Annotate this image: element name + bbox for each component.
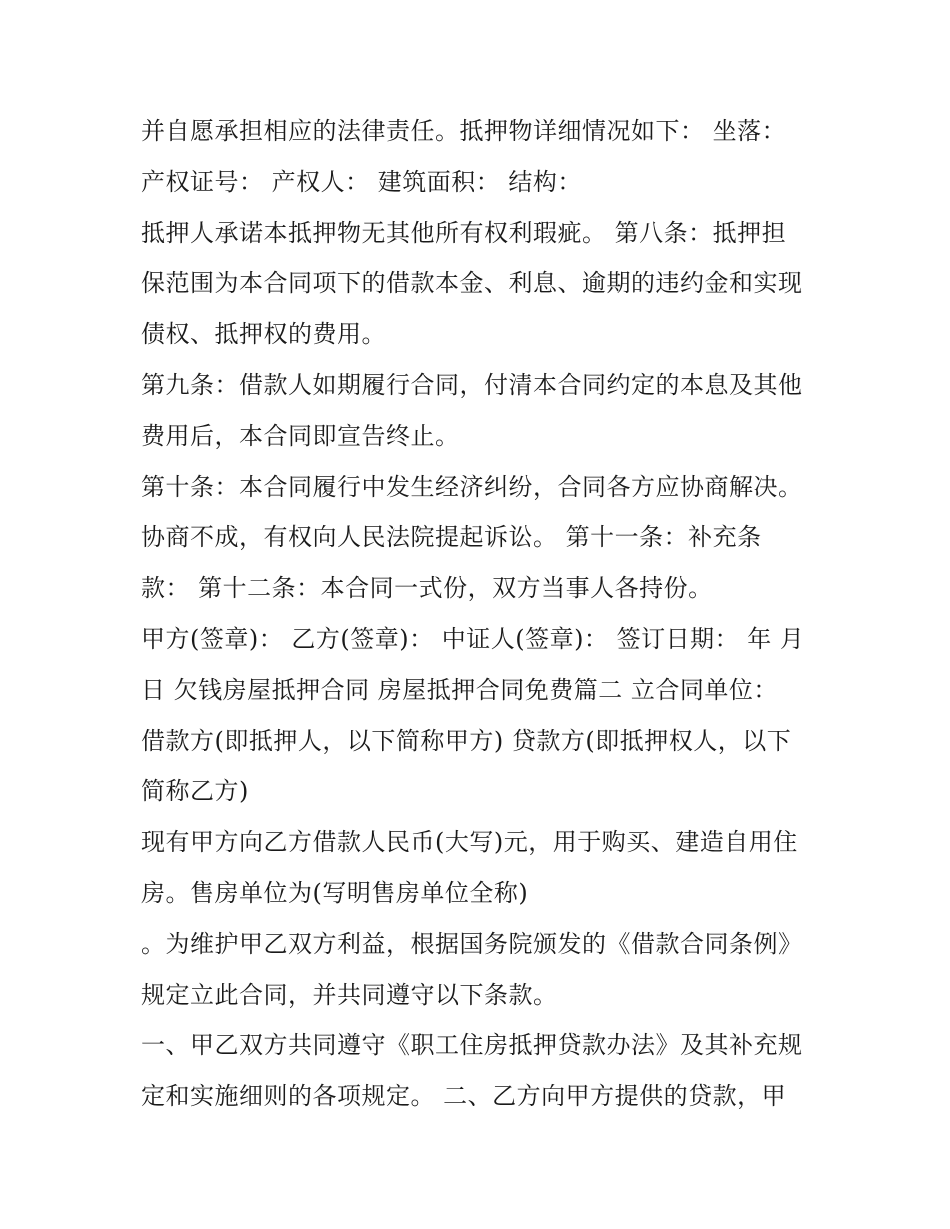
text-line: 债权、抵押权的费用。 [141, 320, 386, 349]
text-line: 一、甲乙双方共同遵守《职工住房抵押贷款办法》及其补充规 [141, 1031, 803, 1060]
text-line: 产权证号： 产权人： 建筑面积： 结构： [141, 167, 582, 196]
text-line: 规定立此合同，并共同遵守以下条款。 [141, 980, 558, 1009]
contract-text-body [141, 106, 831, 1122]
text-line: 保范围为本合同项下的借款本金、利息、逾期的违约金和实现 [141, 269, 803, 298]
text-line: 抵押人承诺本抵押物无其他所有权利瑕疵。 第八条：抵押担 [141, 218, 787, 247]
text-line: 第九条：借款人如期履行合同，付清本合同约定的本息及其他 [141, 370, 803, 399]
text-line: 借款方(即抵押人，以下简称甲方) 贷款方(即抵押权人，以下 [141, 726, 792, 755]
text-line: 第十条：本合同履行中发生经济纠纷，合同各方应协商解决。 [141, 472, 803, 501]
text-line: 费用后，本合同即宣告终止。 [141, 421, 460, 450]
text-line: 现有甲方向乙方借款人民币(大写)元，用于购买、建造自用住 [141, 828, 798, 857]
text-line: 并自愿承担相应的法律责任。抵押物详细情况如下： 坐落： [141, 117, 787, 145]
text-line: 甲方(签章)： 乙方(签章)： 中证人(签章)： 签订日期： 年 月 [141, 624, 805, 653]
text-line: 日 欠钱房屋抵押合同 房屋抵押合同免费篇二 立合同单位： [141, 675, 778, 704]
text-line: 房。售房单位为(写明售房单位全称) [141, 878, 529, 907]
text-line: 协商不成，有权向人民法院提起诉讼。 第十一条：补充条 [141, 523, 762, 552]
text-line: 定和实施细则的各项规定。 二、乙方向甲方提供的贷款，甲 [141, 1082, 787, 1111]
text-line: 款： 第十二条：本合同一式份，双方当事人各持份。 [141, 574, 713, 603]
text-line: 简称乙方) [141, 777, 249, 806]
text-line: 。为维护甲乙双方利益，根据国务院颁发的《借款合同条例》 [141, 929, 803, 958]
